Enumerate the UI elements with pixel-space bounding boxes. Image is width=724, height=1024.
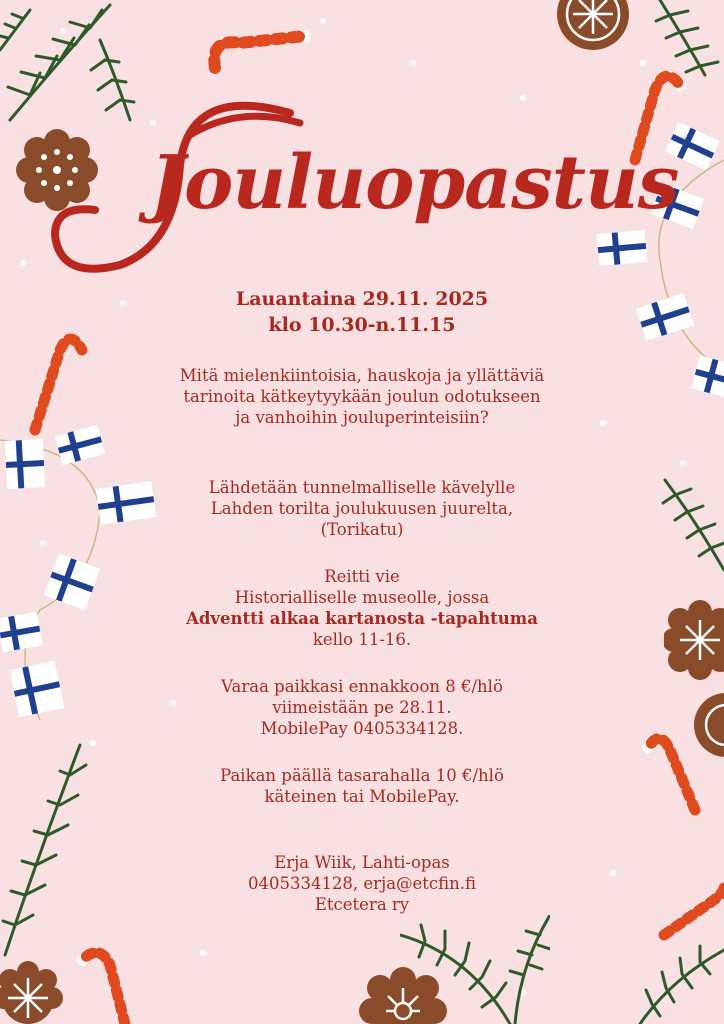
- snow-dot: [200, 950, 206, 956]
- title-area: [40, 95, 679, 295]
- snow-dot: [680, 460, 686, 466]
- snow-dot: [20, 260, 26, 266]
- time-line: klo 10.30-n.11.15: [268, 314, 456, 336]
- date-line: Lauantaina 29.11. 2025: [235, 288, 489, 310]
- route-line: Historialliselle museolle, jossa: [234, 588, 490, 607]
- route-line: kello 11-16.: [312, 630, 412, 649]
- onsite-line: käteinen tai MobilePay.: [264, 787, 460, 806]
- booking-paragraph: [0, 676, 724, 739]
- pine-branch-icon: [0, 0, 40, 60]
- pine-branch-icon: [400, 915, 550, 1024]
- gingerbread-cookie-icon: [0, 958, 64, 1024]
- intro-line: Mitä mielenkiintoisia, hauskoja ja yllättäviä: [179, 366, 545, 385]
- start-line: (Torikatu): [320, 520, 404, 539]
- intro-paragraph: [0, 365, 724, 428]
- candy-cane-icon: [205, 28, 315, 78]
- booking-line: Varaa paikkasi ennakkoon 8 €/hlö: [221, 677, 503, 696]
- candy-cane-icon: [70, 935, 140, 1024]
- contact-phone-email: 0405334128, erja@etcfin.fi: [247, 874, 477, 893]
- intro-line: ja vanhoihin jouluperinteisiin?: [235, 408, 489, 427]
- start-line: Lahden torilta joulukuusen juurelta,: [210, 499, 514, 518]
- snow-dot: [90, 740, 96, 746]
- poster-title: Jouluopastus: [150, 140, 679, 226]
- contact-block: [0, 852, 724, 915]
- event-name: Adventti alkaa kartanosta -tapahtuma: [186, 609, 538, 628]
- snow-dot: [410, 60, 416, 66]
- pine-branch-icon: [600, 940, 724, 1024]
- contact-name: Erja Wiik, Lahti-opas: [274, 853, 450, 872]
- gingerbread-cookie-icon: [552, 0, 634, 52]
- start-line: Lähdetään tunnelmalliselle kävelylle: [208, 478, 516, 497]
- start-paragraph: [0, 477, 724, 540]
- booking-line: viimeistään pe 28.11.: [272, 698, 452, 717]
- route-line: Reitti vie: [324, 567, 400, 586]
- event-date: [0, 286, 724, 338]
- onsite-paragraph: [0, 765, 724, 807]
- booking-line: MobilePay 0405334128.: [260, 719, 464, 738]
- intro-line: tarinoita kätkeytyykään joulun odotukseen: [183, 387, 541, 406]
- snow-dot: [320, 18, 326, 24]
- route-paragraph: [0, 566, 724, 650]
- onsite-line: Paikan päällä tasarahalla 10 €/hlö: [220, 766, 504, 785]
- contact-organization: Etcetera ry: [314, 895, 410, 914]
